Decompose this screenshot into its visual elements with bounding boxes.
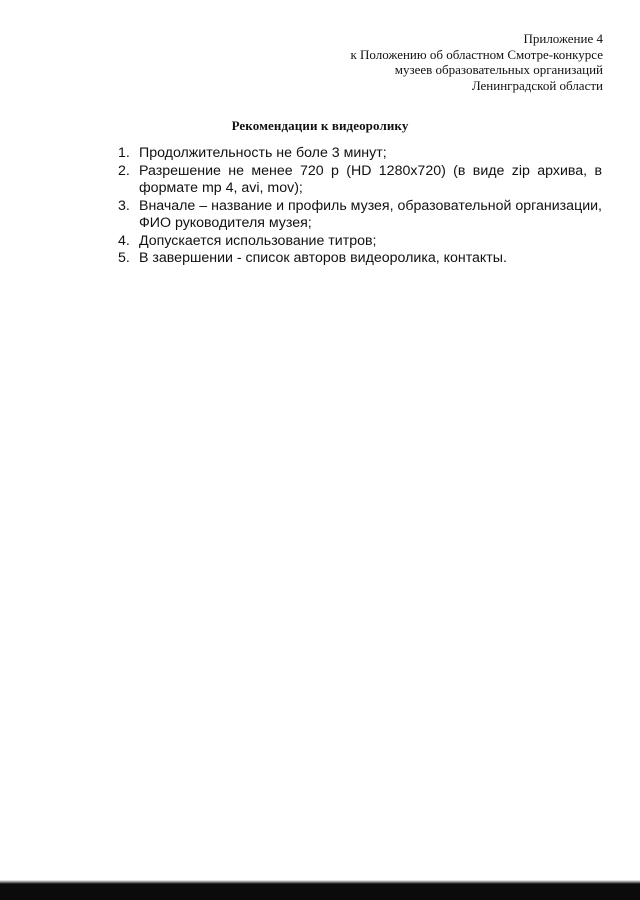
list-item (115, 145, 602, 163)
list-item-text: Вначале – название и профиль музея, образовательной организации, ФИО руководителя музея; (139, 197, 602, 231)
list-item-number: 3. (118, 197, 130, 214)
appendix-reference-line: музеев образовательных организаций (394, 62, 603, 77)
list-item (115, 250, 602, 268)
list-item (115, 198, 602, 233)
list-item-text: Продолжительность не боле 3 минут; (139, 145, 387, 161)
list-item-number: 1. (118, 145, 130, 161)
appendix-header (350, 31, 603, 93)
scan-bottom-border (0, 884, 640, 900)
list-item-text: Допускается использование титров; (139, 232, 377, 249)
document-title: Рекомендации к видеоролику (231, 118, 409, 133)
list-item-number: 5. (118, 250, 130, 266)
list-item-text: Разрешение не менее 720 р (HD 1280х720) (в виде zip архива, в формате mp 4, avi, mov); (139, 162, 602, 196)
recommendations-list (115, 145, 602, 268)
list-item-number: 2. (118, 162, 130, 179)
list-item-number: 4. (118, 232, 130, 249)
appendix-reference-line: Ленинградской области (471, 77, 603, 93)
appendix-reference-line: к Положению об областном Смотре-конкурсе (350, 46, 603, 62)
list-item-text: В завершении - список авторов видеоролика, контакты. (139, 250, 507, 266)
appendix-number: Приложение 4 (523, 31, 603, 46)
list-item (115, 233, 602, 251)
list-item (115, 163, 602, 198)
